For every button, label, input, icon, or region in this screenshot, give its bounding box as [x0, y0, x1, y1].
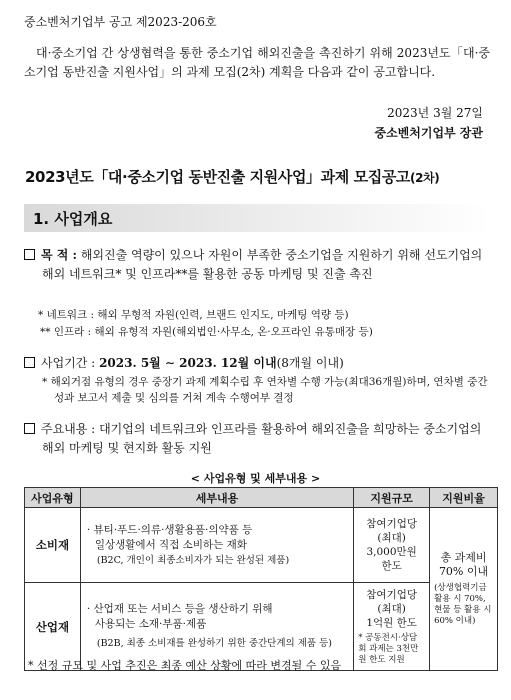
intro-paragraph: 대·중소기업 간 상생협력을 통한 중소기업 해외진출을 촉진하기 위해 2023년도「대·중소기업 동반진출 지원사업」의 과제 모집(2차) 계획을 다음과 같이 공고합니다.	[24, 46, 490, 79]
business-type-table	[24, 487, 498, 671]
ratio-cell	[430, 508, 498, 671]
footnote: * 선정 규모 및 사업 추진은 최종 예산 상황에 따라 변경될 수 있음	[28, 659, 342, 672]
table-header-row	[25, 488, 498, 508]
period-value: 2023. 5월 ∼ 2023. 12월 이내	[99, 356, 277, 370]
scale-line: 3,000만원	[366, 546, 417, 558]
header-cell: 지원비율	[430, 488, 498, 508]
detail-line: 사용되는 소재·부품·제품	[94, 618, 207, 630]
period-suffix: (8개월 이내)	[276, 356, 344, 370]
purpose-note-1: * 네트워크 : 해외 무형적 자원(인력, 브랜드 인지도, 마케팅 역량 등)	[38, 309, 349, 321]
scale-line: 한도	[381, 560, 402, 572]
content-text	[24, 420, 494, 458]
purpose-text	[24, 246, 494, 284]
detail-line: 일상생활에서 직접 소비하는 재화	[94, 538, 247, 551]
scale-note: * 공동전시·상담회 과제는 3천만원 한도 지원	[358, 632, 419, 665]
table-caption: < 사업유형 및 세부내용 >	[190, 472, 321, 485]
issuer: 중소벤처기업부 장관	[374, 126, 483, 140]
scale-line: 1억원 한도	[366, 616, 417, 629]
checkbox-square-icon	[24, 423, 35, 434]
header-cell: 사업유형	[25, 488, 81, 508]
type-cell: 산업재	[25, 583, 81, 671]
detail-line: · 뷰티·푸드·의류·생활용품·의약품 등	[86, 523, 253, 536]
content-label: 주요내용 :	[41, 422, 96, 436]
period-label: 사업기간 :	[41, 356, 96, 370]
table-row	[25, 508, 498, 583]
header-cell: 지원규모	[354, 488, 430, 508]
section-heading-bar	[24, 204, 490, 232]
notice-number: 중소벤처기업부 공고 제2023-206호	[24, 15, 217, 29]
detail-cell	[80, 508, 353, 583]
ratio-note: (상생협력기금 활용 시 70%, 현물 등 활용 시 60% 이내)	[434, 583, 492, 626]
checkbox-square-icon	[24, 249, 35, 260]
scale-cell	[354, 583, 430, 671]
detail-line: · 산업재 또는 서비스 등을 생산하기 위해	[86, 603, 273, 615]
purpose-body: 해외진출 역량이 있으나 자원이 부족한 중소기업을 지원하기 위해 선도기업의 해외 네트워크* 및 인프라**를 활용한 공동 마케팅 및 진출 촉진	[42, 248, 483, 281]
title-suffix: (2차)	[410, 171, 440, 185]
ratio-main: 70% 이내	[438, 565, 489, 578]
content-body: 대기업의 네트워크와 인프라를 활용하여 해외진출을 희망하는 중소기업의 해외 마케팅 및 현지화 활동 지원	[42, 422, 482, 455]
checkbox-square-icon	[24, 357, 35, 368]
purpose-label: 목 적 :	[41, 248, 77, 262]
scale-line: (최대)	[377, 602, 406, 615]
ratio-main: 총 과제비	[440, 551, 487, 564]
detail-subline: (B2C, 개인이 최종소비자가 되는 완성된 제품)	[96, 554, 290, 566]
content-item	[24, 420, 494, 458]
page-title	[25, 166, 439, 187]
header-cell: 세부내용	[80, 488, 353, 508]
scale-line: 참여기업당	[366, 588, 417, 601]
scale-line: (최대)	[377, 532, 406, 544]
purpose-item	[24, 246, 494, 284]
title-main: 2023년도「대·중소기업 동반진출 지원사업」과제 모집공고	[25, 168, 411, 186]
period-item	[24, 354, 494, 373]
scale-line: 참여기업당	[366, 518, 417, 530]
section-heading: 1. 사업개요	[33, 210, 113, 228]
purpose-note-2: ** 인프라 : 해외 유형적 자원(해외법인·사무소, 온·오프라인 유통매장 등)	[40, 326, 373, 338]
period-note: * 해외거점 유형의 경우 중장기 과제 계획수립 후 연차별 수행 가능(최대36개월)하며, 연차별 중간성과 보고서 제출 및 심의를 거쳐 계속 수행여부 결정	[42, 376, 488, 404]
notice-date: 2023년 3월 27일	[387, 106, 483, 120]
detail-subline: (B2B, 최종 소비재를 완성하기 위한 중간단계의 제품 등)	[96, 638, 332, 649]
scale-cell	[354, 508, 430, 583]
type-cell: 소비재	[25, 508, 81, 583]
